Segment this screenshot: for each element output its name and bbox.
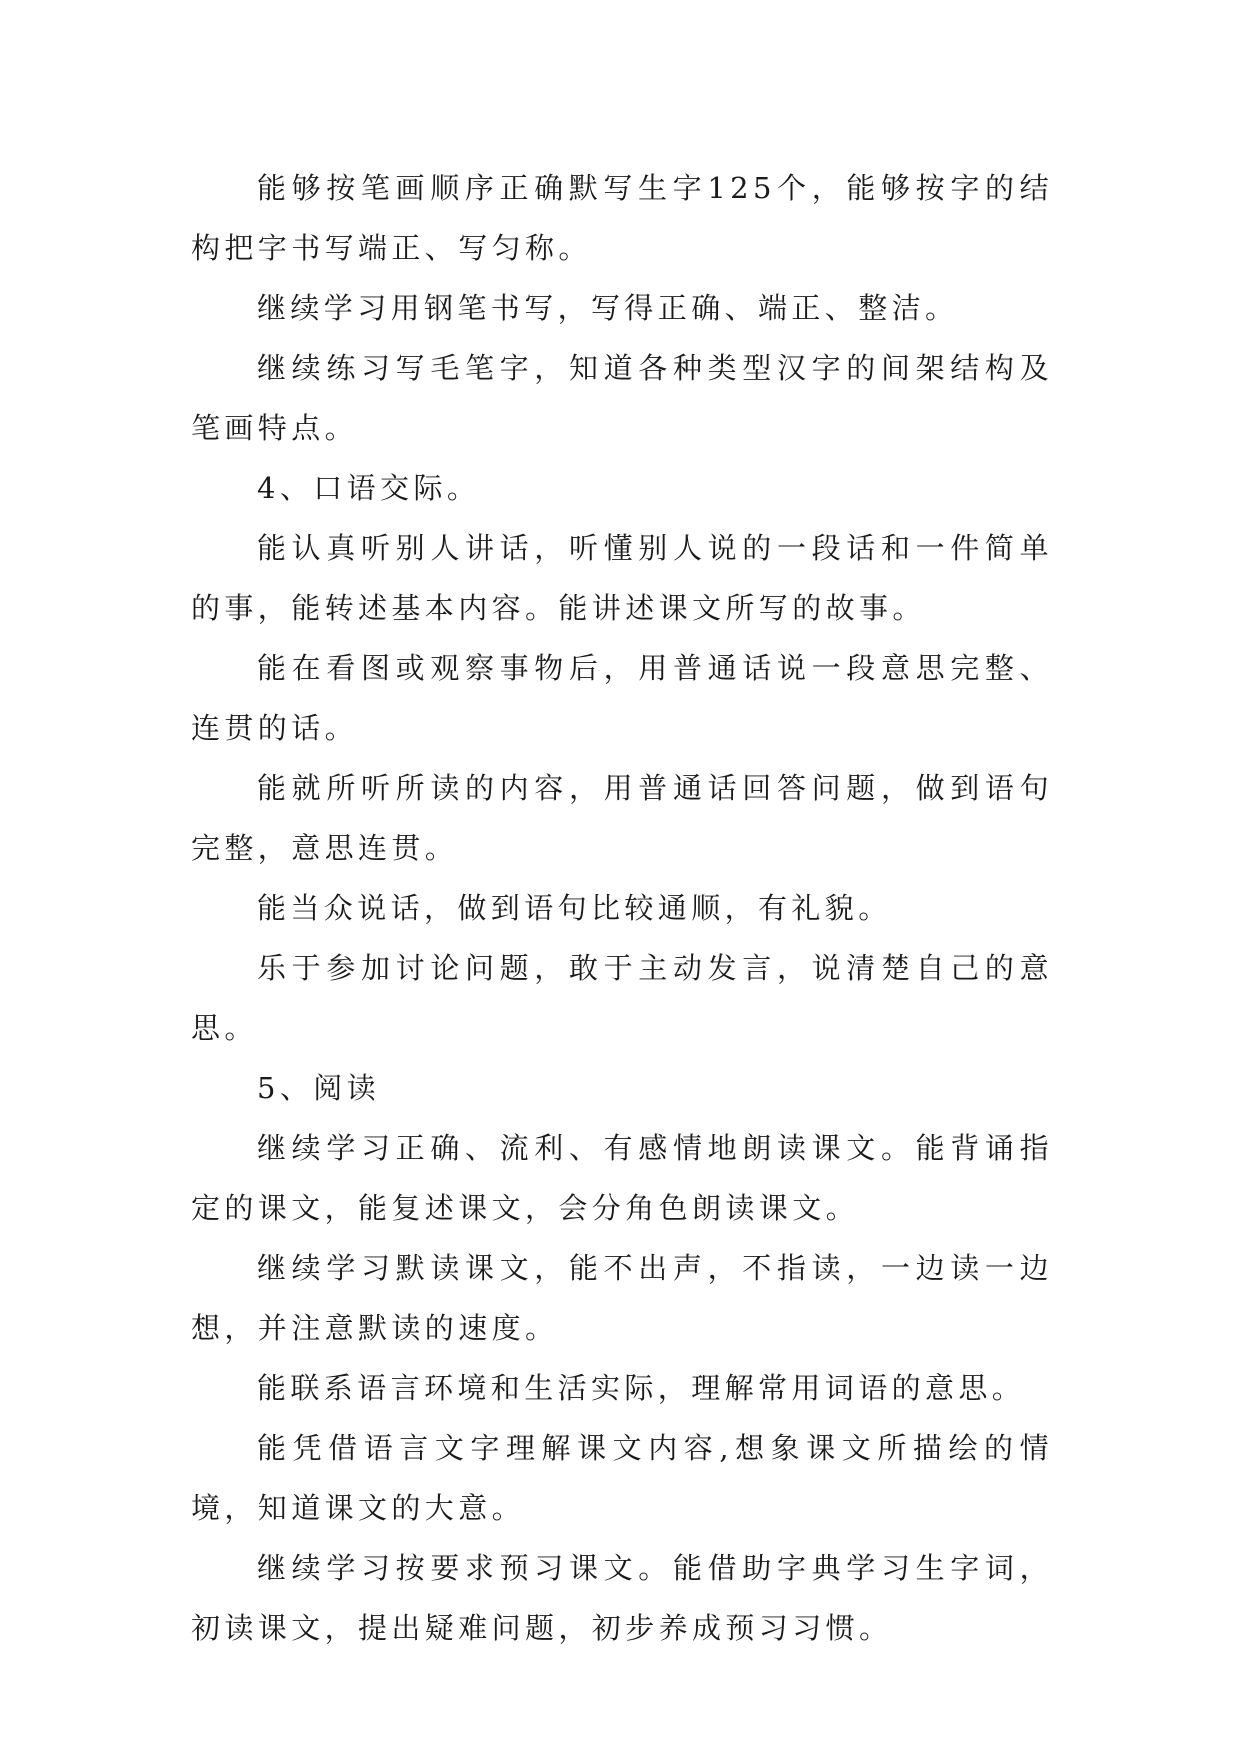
paragraph-silent-reading: 继续学习默读课文，能不出声，不指读，一边读一边想，并注意默读的速度。 (191, 1251, 1053, 1345)
paragraph-discussion: 乐于参加讨论问题，敢于主动发言，说清楚自己的意思。 (191, 951, 1053, 1045)
section-heading-oral-communication: 4、口语交际。 (257, 471, 481, 505)
document-body (191, 158, 1053, 1658)
paragraph-answering-questions: 能就所听所读的内容，用普通话回答问题，做到语句完整，意思连贯。 (191, 771, 1053, 865)
paragraph-preview-lessons: 继续学习按要求预习课文。能借助字典学习生字词，初读课文，提出疑难问题，初步养成预习习惯。 (191, 1551, 1053, 1645)
paragraph-public-speaking: 能当众说话，做到语句比较通顺，有礼貌。 (257, 891, 892, 925)
paragraph-listening: 能认真听别人讲话，听懂别人说的一段话和一件简单的事，能转述基本内容。能讲述课文所写的故事。 (191, 531, 1053, 625)
paragraph-comprehension: 能凭借语言文字理解课文内容,想象课文所描绘的情境，知道课文的大意。 (191, 1431, 1053, 1525)
paragraph-pen-writing: 继续学习用钢笔书写，写得正确、端正、整洁。 (257, 291, 959, 325)
paragraph-vocabulary-context: 能联系语言环境和生活实际，理解常用词语的意思。 (257, 1371, 1026, 1405)
paragraph-brush-writing: 继续练习写毛笔字，知道各种类型汉字的间架结构及笔画特点。 (191, 351, 1053, 445)
paragraph-picture-description: 能在看图或观察事物后，用普通话说一段意思完整、连贯的话。 (191, 651, 1053, 745)
paragraph-handwriting-characters: 能够按笔画顺序正确默写生字125个，能够按字的结构把字书写端正、写匀称。 (191, 171, 1053, 265)
section-heading-reading: 5、阅读 (257, 1071, 381, 1105)
paragraph-reading-aloud: 继续学习正确、流利、有感情地朗读课文。能背诵指定的课文，能复述课文，会分角色朗读课文。 (191, 1131, 1053, 1225)
